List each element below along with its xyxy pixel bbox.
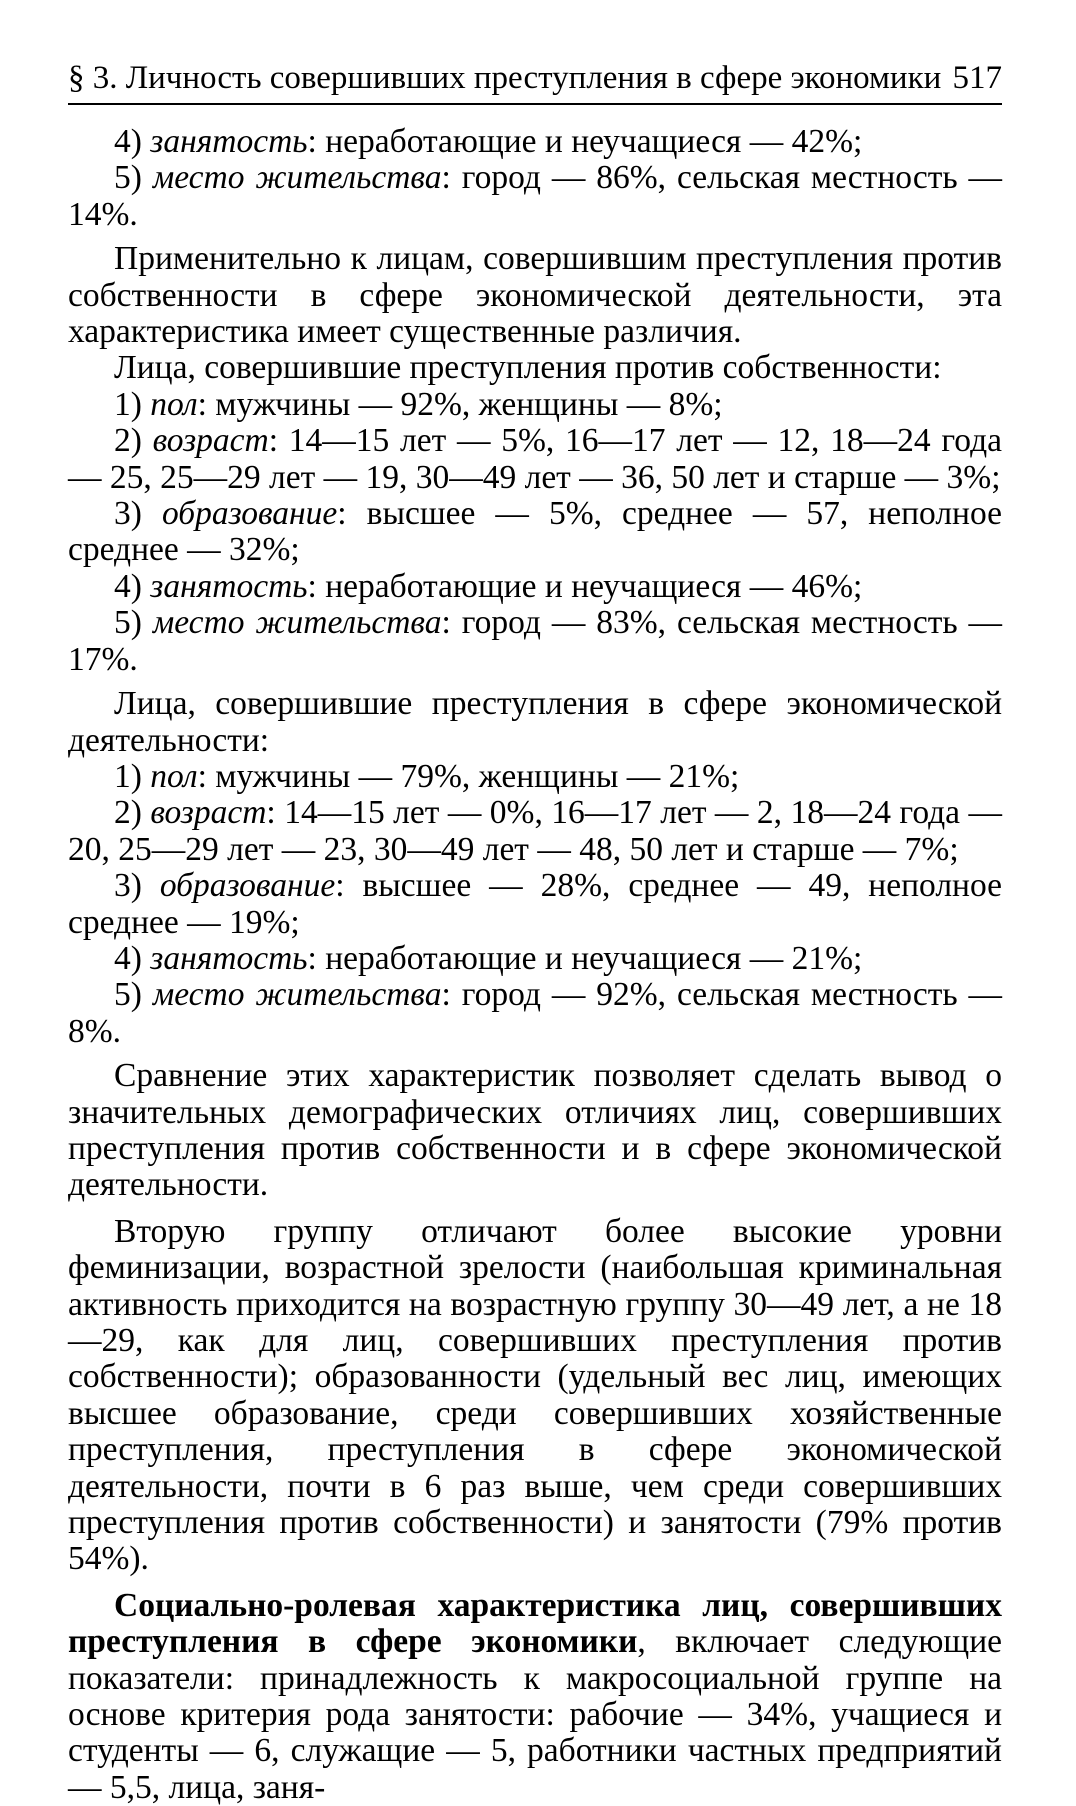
paragraph: Социально-ролевая характеристика лиц, совершивших преступления в сфере экономики, включает следующие показатели: принадлежность к макросоциальной группе на основе критерия рода занятости: рабочие — 34%, учащиеся и студенты — 6, служащие — 5, работники частных предприятий — 5,5, лица, заня-: [68, 1586, 1002, 1806]
list-item: 4) занятость: неработающие и неучащиеся — 42%;: [114, 123, 863, 160]
paragraph: Вторую группу отличают более высокие уровни феминизации, возрастной зрелости (наибольшая криминальная активность приходится на возрастную группу 30—49 лет, а не 18—29, как для лиц, совершивших преступления против собственности); образованности (удельный вес лиц, имеющих высшее образование, среди совершивших хозяйственные преступления, преступления в сфере экономической деятельности, почти в 6 раз выше, чем среди совершивших преступления против собственности) и занятости (79% против 54%).: [68, 1212, 1002, 1578]
list-item: 5) место жительства: город — 83%, сельская местность — 17%.: [68, 604, 1003, 678]
list-item: 5) место жительства: город — 86%, сельская местность — 14%.: [68, 159, 1003, 233]
paragraph: Сравнение этих характеристик позволяет сделать вывод о значительных демографических отличиях лиц, совершивших преступления против собственности и в сфере экономической деятельности.: [68, 1057, 1002, 1204]
group-intro: Лица, совершившие преступления в сфере экономической деятельности:: [68, 685, 1002, 759]
list-item: 4) занятость: неработающие и неучащиеся — 21%;: [114, 939, 863, 977]
list-item: 3) образование: высшее — 28%, среднее — 49, неполное среднее — 19%;: [68, 867, 1003, 941]
list-item: 4) занятость: неработающие и неучащиеся — 46%;: [114, 567, 863, 605]
list-item: 2) возраст: 14—15 лет — 0%, 16—17 лет — 2, 18—24 года — 20, 25—29 лет — 23, 30—49 лет — 48, 50 лет и старше — 7%;: [68, 794, 1002, 868]
paragraph: Применительно к лицам, совершившим преступления против собственности в сфере экономической деятельности, эта характеристика имеет существенные различия.: [68, 240, 1002, 351]
list-item: 1) пол: мужчины — 92%, женщины — 8%;: [114, 385, 723, 423]
section-title: § 3. Личность совершивших преступления в сфере экономики: [68, 60, 942, 96]
body-text: [68, 124, 1002, 1806]
page-number: 517: [952, 60, 1002, 96]
list-item: 3) образование: высшее — 5%, среднее — 57, неполное среднее — 32%;: [68, 495, 1003, 569]
running-header: [68, 58, 1002, 98]
list-item: 1) пол: мужчины — 79%, женщины — 21%;: [114, 757, 740, 795]
list-item: 2) возраст: 14—15 лет — 5%, 16—17 лет — 12, 18—24 года — 25, 25—29 лет — 19, 30—49 лет — 36, 50 лет и старше — 3%;: [68, 422, 1003, 496]
group-intro: Лица, совершившие преступления против собственности:: [114, 349, 942, 387]
bold-lead: Социально-ролевая характеристика лиц, совершивших преступления в сфере экономики: [68, 1586, 1002, 1661]
list-item: 5) место жительства: город — 92%, сельская местность — 8%.: [68, 976, 1003, 1050]
header-rule: [68, 103, 1002, 105]
